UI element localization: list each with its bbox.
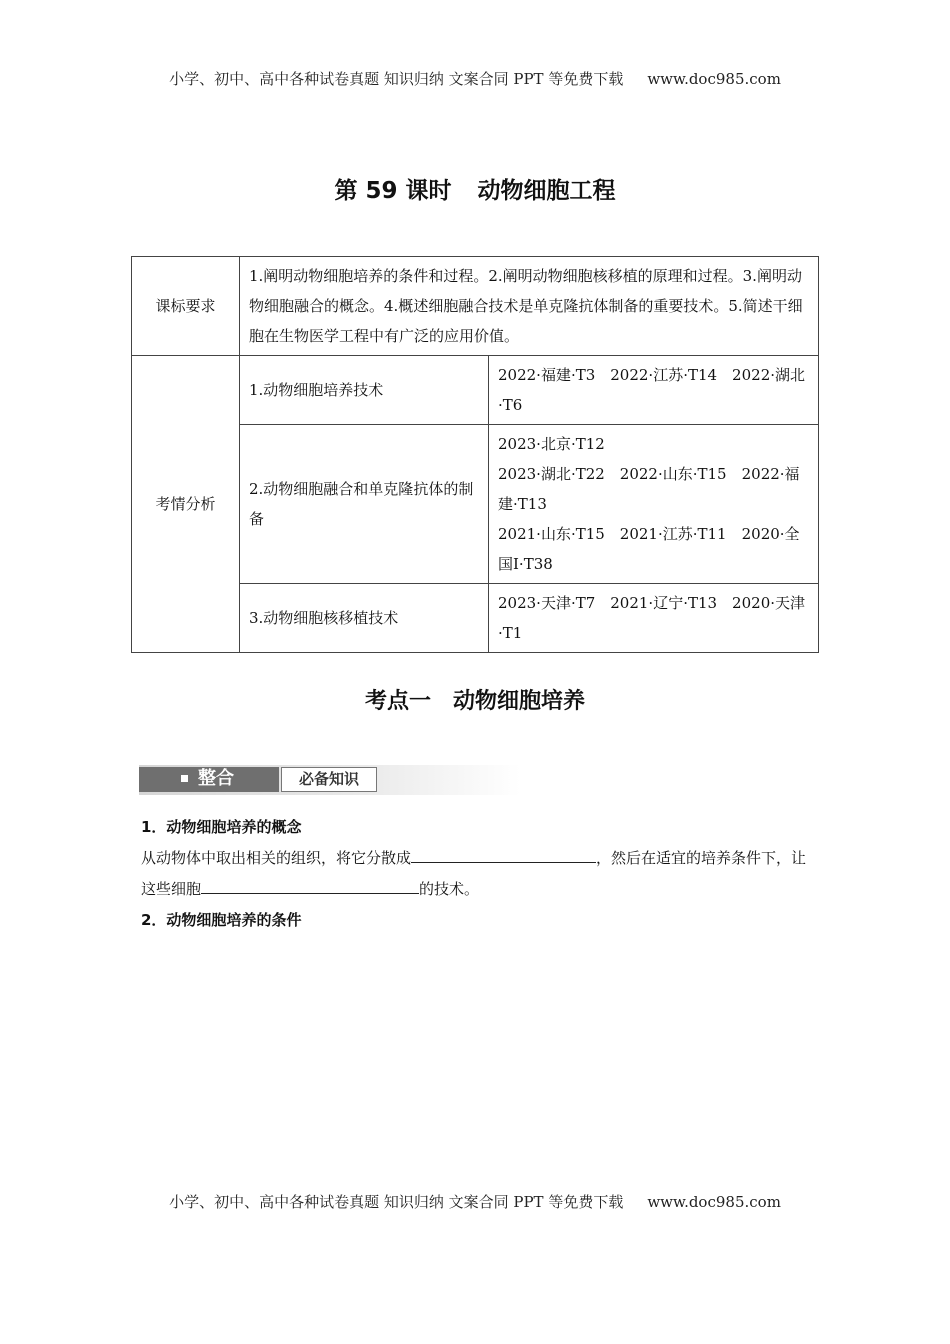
topic-cell: 1.动物细胞培养技术	[240, 356, 489, 425]
square-bullet-icon	[181, 775, 188, 782]
section-title	[0, 684, 950, 715]
refs-cell	[489, 356, 819, 425]
paragraph: 从动物体中取出相关的组织，将它分散成 ，然后在适宜的培养条件下，让这些细胞 的技术。	[141, 843, 813, 905]
fill-blank[interactable]	[411, 844, 596, 863]
footer-url[interactable]: www.doc985.com	[647, 1193, 781, 1211]
refs-cell	[489, 584, 819, 653]
subheading: 2．动物细胞培养的条件	[141, 911, 302, 929]
ref-line: 2021·山东·T15 2021·江苏·T11 2020·全国Ⅰ·T38	[498, 525, 800, 573]
page-header	[0, 68, 950, 89]
content-body	[141, 812, 813, 936]
page-footer	[0, 1191, 950, 1212]
footer-text: 小学、初中、高中各种试卷真题 知识归纳 文案合同 PPT 等免费下载	[169, 1193, 624, 1211]
fill-blank[interactable]	[201, 875, 419, 894]
ref-line: 2023·湖北·T22 2022·山东·T15 2022·福建·T13	[498, 465, 800, 513]
section-topic: 动物细胞培养	[453, 689, 586, 714]
banner-label: 整合	[198, 768, 234, 789]
topic-cell: 3.动物细胞核移植技术	[240, 584, 489, 653]
subheading: 1．动物细胞培养的概念	[141, 818, 302, 836]
ref-line: 2023·北京·T12	[498, 435, 605, 453]
ref-line: 2023·天津·T7 2021·辽宁·T13 2020·天津·T1	[498, 594, 806, 642]
table-row	[132, 257, 819, 356]
req-text: 1.阐明动物细胞培养的条件和过程。2.阐明动物细胞核移植的原理和过程。3.阐明动物细胞融合的概念。4.概述细胞融合技术是单克隆抗体制备的重要技术。5.简述干细胞在生物医学工程中有广泛的应用价值。	[240, 257, 819, 356]
requirements-table	[131, 256, 819, 653]
lesson-topic: 动物细胞工程	[477, 178, 616, 204]
header-url[interactable]: www.doc985.com	[647, 70, 781, 88]
section-number: 考点一	[364, 689, 431, 714]
ref-line: 2022·福建·T3 2022·江苏·T14 2022·湖北·T6	[498, 366, 806, 414]
analysis-label: 考情分析	[132, 356, 240, 653]
refs-cell	[489, 425, 819, 584]
knowledge-banner	[139, 765, 521, 795]
topic-cell: 2.动物细胞融合和单克隆抗体的制备	[240, 425, 489, 584]
req-label: 课标要求	[132, 257, 240, 356]
lesson-number: 第 59 课时	[334, 178, 452, 204]
table-row	[132, 356, 819, 425]
page-title	[0, 172, 950, 205]
banner-tag: 必备知识	[281, 767, 377, 792]
header-text: 小学、初中、高中各种试卷真题 知识归纳 文案合同 PPT 等免费下载	[169, 70, 624, 88]
